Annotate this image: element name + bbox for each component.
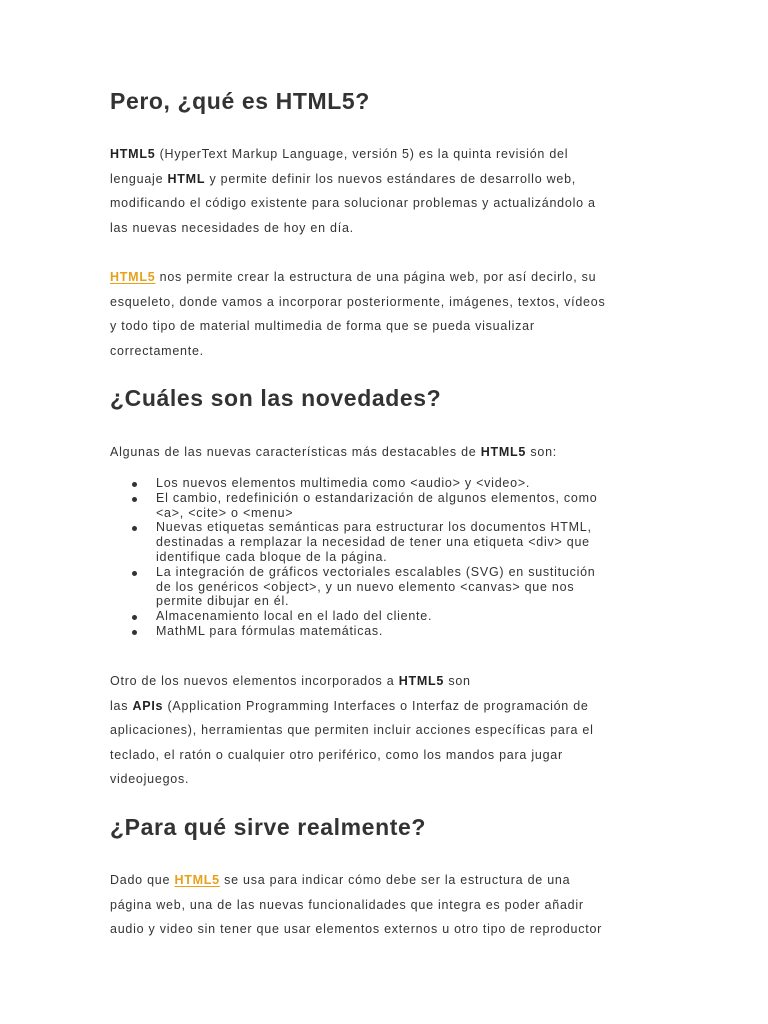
list-item-text: destinadas a remplazar la necesidad de tener una etiqueta <div> que: [156, 535, 590, 550]
list-item: [110, 476, 670, 491]
list-item-text: <a>, <cite> o <menu>: [156, 505, 294, 520]
paragraph-html5-definition: [110, 142, 670, 240]
bullet-icon: [132, 630, 137, 635]
list-item: [110, 565, 670, 609]
text: aplicaciones), herramientas que permiten incluir acciones específicas para el: [110, 723, 594, 738]
bullet-icon: [132, 497, 137, 502]
bullet-icon: [132, 526, 137, 531]
list-item: [110, 491, 670, 521]
text: página web, una de las nuevas funcionalidades que integra es poder añadir: [110, 897, 584, 912]
list-item-text: La integración de gráficos vectoriales escalables (SVG) en sustitución: [156, 564, 596, 579]
list-item-text: Almacenamiento local en el lado del cliente.: [156, 609, 433, 624]
text: lenguaje: [110, 171, 168, 186]
text: modificando el código existente para solucionar problemas y actualizándolo a: [110, 196, 596, 211]
text: esqueleto, donde vamos a incorporar posteriormente, imágenes, textos, vídeos: [110, 294, 606, 309]
text: videojuegos.: [110, 772, 190, 787]
list-item-text: permite dibujar en él.: [156, 594, 290, 609]
text: Dado que: [110, 873, 175, 887]
term-html5: HTML5: [398, 674, 445, 688]
text: audio y video sin tener que usar elementos externos u otro tipo de reproductor: [110, 922, 603, 937]
paragraph-para-que-sirve: [110, 868, 670, 942]
text: (Application Programming Interfaces o Interfaz de programación de: [163, 698, 589, 713]
text: son: [444, 674, 471, 688]
text: las nuevas necesidades de hoy en día.: [110, 220, 354, 235]
term-html5: HTML5: [480, 445, 527, 459]
text: nos permite crear la estructura de una página web, por así decirlo, su: [155, 270, 597, 284]
bullet-icon: [132, 615, 137, 620]
heading-que-es-html5: Pero, ¿qué es HTML5?: [110, 88, 370, 114]
text: teclado, el ratón o cualquier otro periférico, como los mandos para jugar: [110, 747, 563, 762]
list-item-text: Nuevas etiquetas semánticas para estructurar los documentos HTML,: [156, 520, 592, 535]
text: son:: [526, 445, 557, 459]
text: y permite definir los nuevos estándares de desarrollo web,: [205, 171, 577, 186]
list-item-text: Los nuevos elementos multimedia como <audio> y <video>.: [156, 476, 531, 490]
list-item-text: de los genéricos <object>, y un nuevo elemento <canvas> que nos: [156, 579, 575, 594]
text: Otro de los nuevos elementos incorporados a: [110, 674, 399, 688]
text: se usa para indicar cómo debe ser la estructura de una: [219, 873, 571, 887]
paragraph-html5-structure: [110, 265, 670, 363]
list-item-text: identifique cada bloque de la página.: [156, 549, 388, 564]
paragraph-novedades-intro: [110, 440, 670, 465]
term-html5: HTML5: [110, 147, 156, 161]
paragraph-apis: [110, 669, 670, 792]
term-html: HTML: [167, 171, 206, 186]
term-apis: APIs: [132, 698, 164, 713]
heading-para-que-sirve: ¿Para qué sirve realmente?: [110, 814, 427, 840]
bullet-icon: [132, 571, 137, 576]
heading-novedades: ¿Cuáles son las novedades?: [110, 385, 442, 411]
text: las: [110, 698, 133, 713]
html5-link[interactable]: HTML5: [174, 873, 220, 887]
text: y todo tipo de material multimedia de forma que se pueda visualizar: [110, 319, 535, 334]
list-item-text: El cambio, redefinición o estandarización de algunos elementos, como: [156, 490, 598, 505]
list-item-text: MathML para fórmulas matemáticas.: [156, 623, 384, 638]
list-item: [110, 520, 670, 564]
text: Algunas de las nuevas características más destacables de: [110, 445, 481, 459]
features-list: [110, 476, 670, 639]
bullet-icon: [132, 482, 137, 487]
text: correctamente.: [110, 343, 204, 358]
list-item: [110, 624, 670, 639]
list-item: [110, 609, 670, 624]
html5-link[interactable]: HTML5: [110, 270, 156, 284]
text: (HyperText Markup Language, versión 5) es la quinta revisión del: [155, 147, 569, 161]
